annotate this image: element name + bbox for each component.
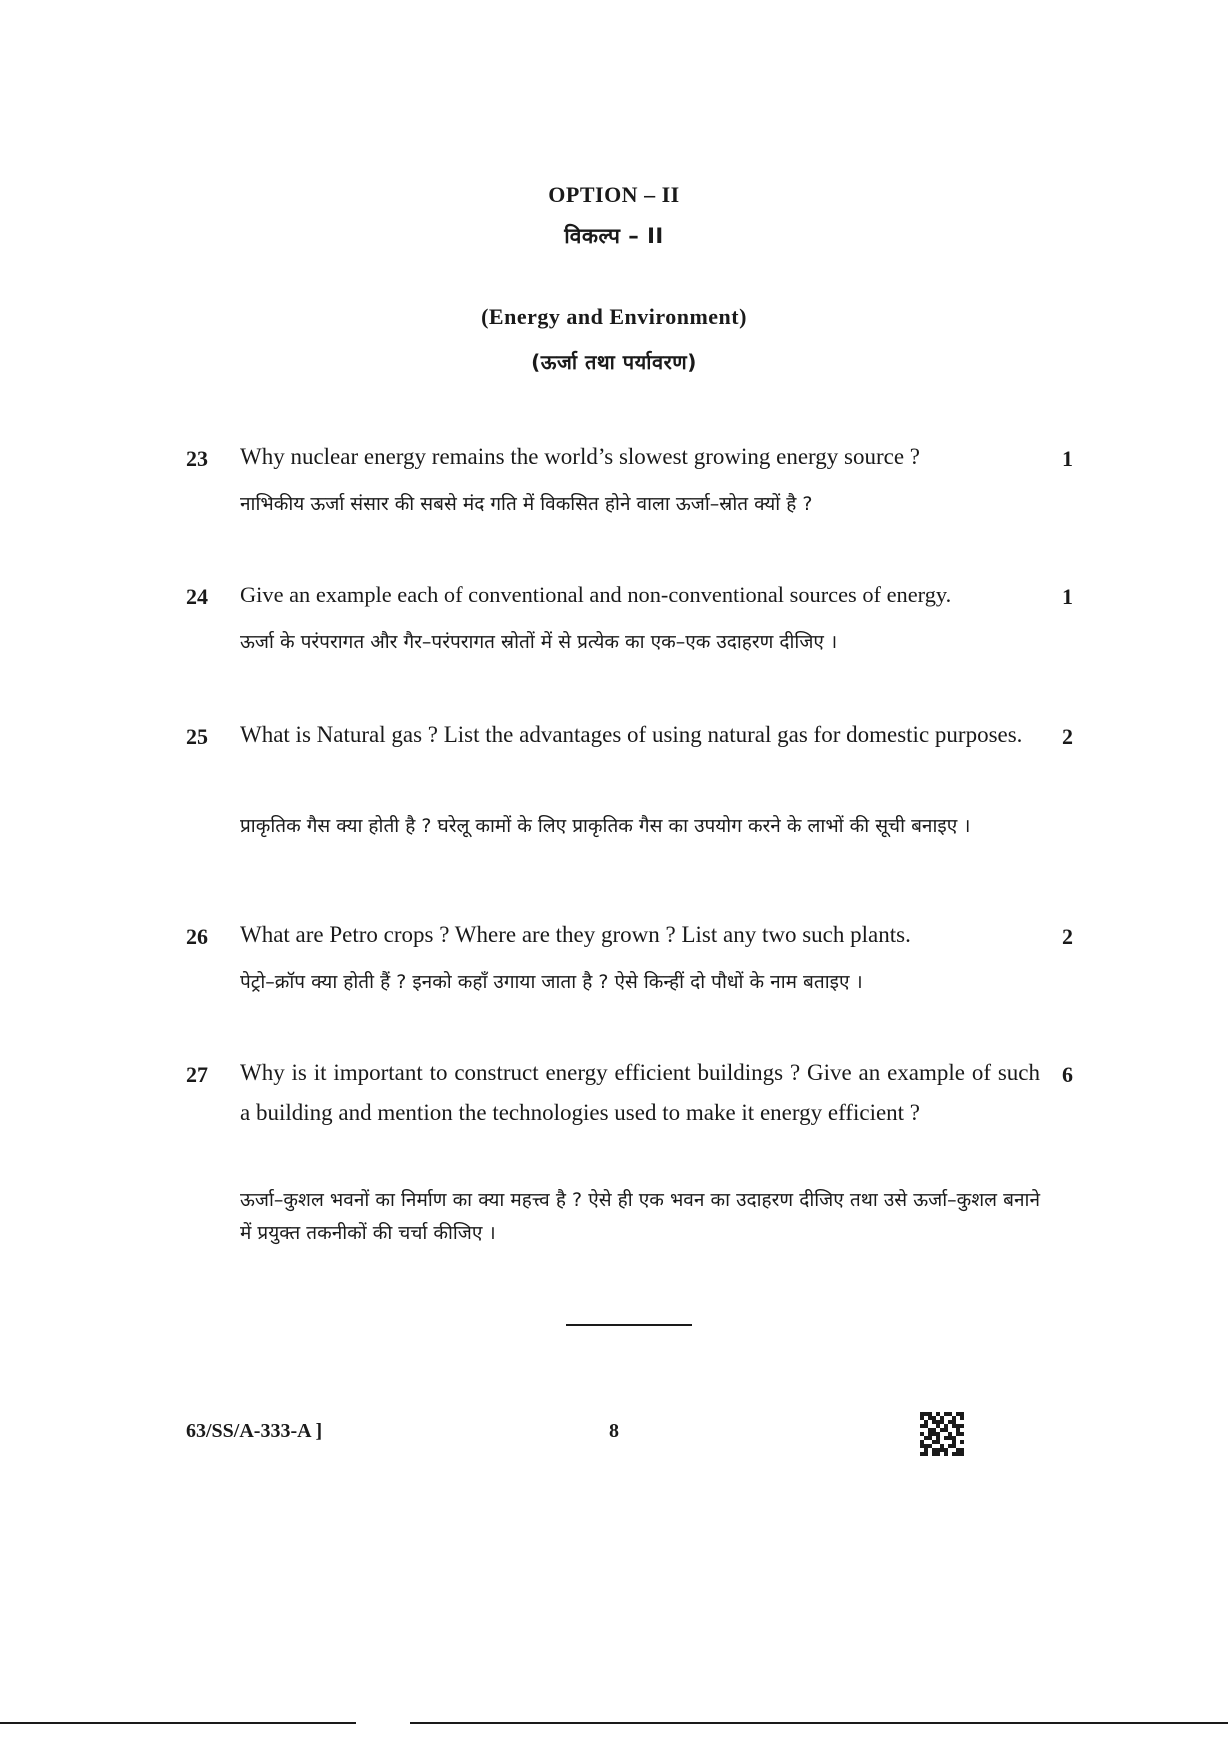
question-text-english: Why is it important to construct energy efficient buildings ? Give an example of such a building and mention the technologies used to make it energy efficient ? — [240, 1060, 1040, 1125]
question-text-english: Why nuclear energy remains the world’s slowest growing energy source ? — [240, 444, 921, 469]
bottom-border-line-left — [0, 1722, 356, 1724]
question-text-hindi: ऊर्जा के परंपरागत और गैर–परंपरागत स्रोतों में से प्रत्येक का एक–एक उदाहरण दीजिए । — [240, 631, 838, 653]
question-number: 27 — [186, 1062, 208, 1087]
question-text-english: What is Natural gas ? List the advantages of using natural gas for domestic purposes. — [240, 722, 1023, 747]
question-text-english: Give an example each of conventional and non-conventional sources of energy. — [240, 582, 952, 607]
question-text-hindi: ऊर्जा–कुशल भवनों का निर्माण का क्या महत्त्व है ? ऐसे ही एक भवन का उदाहरण दीजिए तथा उसे ऊर्जा–कुशल बनाने में प्रयुक्त तकनीकों की चर्चा कीजिए । — [240, 1189, 1040, 1244]
question-marks: 1 — [1062, 584, 1073, 609]
question-number: 26 — [186, 924, 208, 949]
question-marks: 1 — [1062, 446, 1073, 471]
end-of-section-rule — [566, 1324, 692, 1326]
question-marks: 6 — [1062, 1062, 1073, 1087]
question-marks: 2 — [1062, 724, 1073, 749]
question-text-hindi: प्राकृतिक गैस क्या होती है ? घरेलू कामों के लिए प्राकृतिक गैस का उपयोग करने के लाभों की सूची बनाइए । — [240, 815, 971, 837]
bottom-border-line-right — [410, 1722, 1228, 1724]
question-number: 24 — [186, 584, 208, 609]
section-title-hindi: (ऊर्जा तथा पर्यावरण) — [531, 350, 697, 374]
section-title: (Energy and Environment) — [481, 304, 747, 329]
page-number: 8 — [609, 1420, 619, 1442]
option-title-hindi: विकल्प – II — [564, 224, 664, 248]
qr-code-icon — [920, 1412, 964, 1456]
paper-code: 63/SS/A-333-A ] — [186, 1420, 323, 1442]
question-number: 25 — [186, 724, 208, 749]
question-marks: 2 — [1062, 924, 1073, 949]
option-title: OPTION – II — [548, 182, 680, 207]
question-text-english: What are Petro crops ? Where are they grown ? List any two such plants. — [240, 922, 911, 947]
question-number: 23 — [186, 446, 208, 471]
question-text-hindi: पेट्रो–क्रॉप क्या होती हैं ? इनको कहाँ उगाया जाता है ? ऐसे किन्हीं दो पौधों के नाम बताइए । — [240, 971, 863, 993]
question-text-hindi: नाभिकीय ऊर्जा संसार की सबसे मंद गति में विकसित होने वाला ऊर्जा–स्रोत क्यों है ? — [240, 493, 813, 515]
